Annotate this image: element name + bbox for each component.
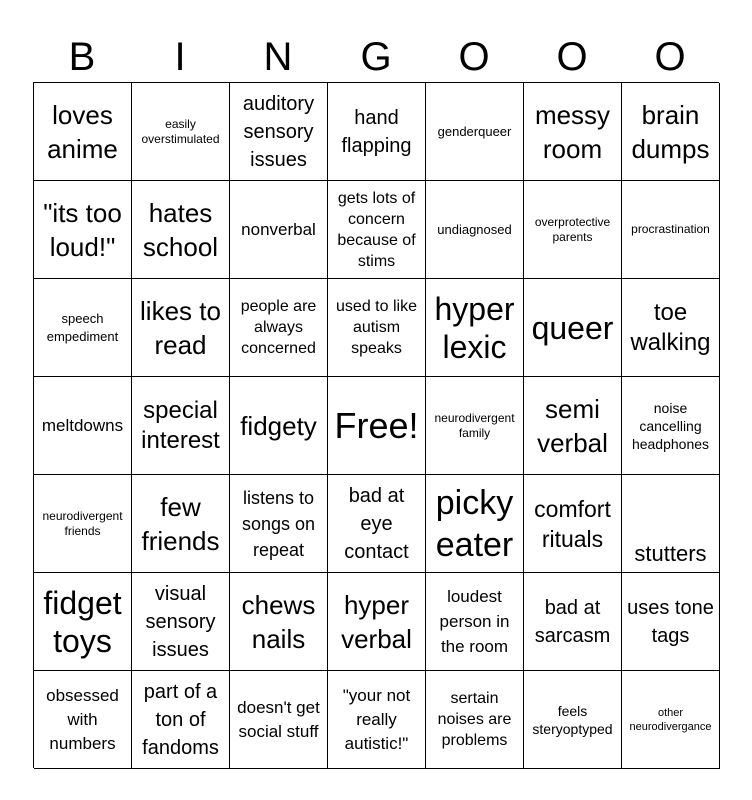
- cell-text: visual sensory issues: [145, 582, 216, 661]
- cell-text: neurodivergent friends: [42, 508, 123, 538]
- bingo-cell[interactable]: [34, 279, 132, 377]
- bingo-cell[interactable]: [328, 573, 426, 671]
- cell-text: special interest: [141, 396, 220, 454]
- header-letter: G: [360, 35, 392, 79]
- bingo-cell[interactable]: [132, 377, 230, 475]
- bingo-cell[interactable]: [328, 377, 426, 475]
- bingo-cell[interactable]: [328, 279, 426, 377]
- cell-text: likes to read: [140, 295, 221, 360]
- bingo-cell[interactable]: [230, 377, 328, 475]
- cell-text: neurodivergent family: [434, 410, 515, 440]
- header-letter: I: [174, 35, 186, 79]
- cell-text: meltdowns: [41, 416, 124, 435]
- bingo-cell[interactable]: [328, 83, 426, 181]
- cell-text: toe walking: [630, 298, 711, 356]
- cell-text: brain dumps: [631, 99, 710, 164]
- bingo-cell[interactable]: [426, 573, 524, 671]
- bingo-cell[interactable]: [230, 475, 328, 573]
- header-letter: B: [68, 35, 96, 79]
- bingo-cell[interactable]: [230, 573, 328, 671]
- cell-text: messy room: [534, 99, 611, 164]
- cell-text: queer: [531, 309, 614, 346]
- cell-text: noise cancelling headphones: [631, 399, 710, 452]
- bingo-cell[interactable]: [524, 377, 622, 475]
- bingo-cell[interactable]: [426, 377, 524, 475]
- bingo-cell[interactable]: [230, 83, 328, 181]
- bingo-header: [33, 34, 719, 80]
- cell-text: comfort rituals: [534, 495, 611, 552]
- bingo-cell[interactable]: [622, 181, 720, 279]
- cell-text: bad at sarcasm: [534, 596, 611, 647]
- bingo-cell[interactable]: [426, 475, 524, 573]
- cell-text: sertain noises are problems: [437, 690, 512, 749]
- header-letter: O: [458, 35, 490, 79]
- cell-text: nonverbal: [241, 220, 316, 239]
- bingo-cell[interactable]: [426, 279, 524, 377]
- cell-text: Free!: [334, 404, 419, 446]
- cell-text: semi verbal: [537, 393, 608, 458]
- bingo-cell[interactable]: [230, 671, 328, 769]
- cell-text: people are always concerned: [240, 298, 317, 357]
- cell-text: hyper lexic: [434, 290, 515, 365]
- cell-text: "your not really autistic!": [342, 685, 411, 753]
- cell-text: hand flapping: [341, 106, 412, 157]
- cell-text: part of a ton of fandoms: [142, 680, 219, 759]
- header-letter: O: [556, 35, 588, 79]
- bingo-cell[interactable]: [34, 671, 132, 769]
- bingo-cell[interactable]: [426, 181, 524, 279]
- bingo-cell[interactable]: [132, 475, 230, 573]
- bingo-cell[interactable]: [524, 573, 622, 671]
- cell-text: genderqueer: [437, 124, 512, 139]
- bingo-cell[interactable]: [34, 475, 132, 573]
- cell-text: uses tone tags: [627, 596, 714, 647]
- cell-text: few friends: [141, 491, 220, 556]
- cell-text: hyper verbal: [341, 589, 412, 654]
- bingo-cell[interactable]: [426, 83, 524, 181]
- cell-text: obsessed with numbers: [46, 685, 119, 753]
- bingo-cell[interactable]: [426, 671, 524, 769]
- bingo-cell[interactable]: [622, 279, 720, 377]
- cell-text: easily overstimulated: [141, 116, 220, 146]
- cell-text: gets lots of concern because of stims: [337, 189, 416, 270]
- cell-text: speech empediment: [46, 310, 119, 344]
- cell-text: loves anime: [47, 99, 118, 164]
- bingo-cell[interactable]: [328, 181, 426, 279]
- header-letter: O: [654, 35, 686, 79]
- cell-text: doesn't get social stuff: [237, 697, 320, 741]
- bingo-cell[interactable]: [524, 671, 622, 769]
- bingo-grid: [33, 82, 719, 768]
- bingo-cell[interactable]: [34, 83, 132, 181]
- bingo-cell[interactable]: [524, 475, 622, 573]
- bingo-cell[interactable]: [34, 181, 132, 279]
- header-letter: N: [263, 35, 293, 79]
- cell-text: feels steryoptyped: [532, 702, 613, 737]
- bingo-cell[interactable]: [622, 475, 720, 573]
- cell-text: listens to songs on repeat: [241, 487, 316, 560]
- bingo-cell[interactable]: [34, 573, 132, 671]
- bingo-cell[interactable]: [524, 83, 622, 181]
- cell-text: undiagnosed: [437, 222, 512, 237]
- bingo-cell[interactable]: [132, 83, 230, 181]
- cell-text: auditory sensory issues: [242, 92, 315, 171]
- cell-text: fidget toys: [43, 584, 122, 659]
- bingo-cell[interactable]: [524, 279, 622, 377]
- bingo-cell[interactable]: [622, 377, 720, 475]
- bingo-cell[interactable]: [132, 573, 230, 671]
- cell-text: other neurodivergance: [629, 706, 712, 733]
- cell-text: used to like autism speaks: [336, 298, 417, 357]
- bingo-cell[interactable]: [622, 573, 720, 671]
- bingo-cell[interactable]: [132, 181, 230, 279]
- bingo-cell[interactable]: [230, 181, 328, 279]
- bingo-cell[interactable]: [622, 83, 720, 181]
- bingo-cell[interactable]: [328, 671, 426, 769]
- cell-text: fidgety: [240, 410, 317, 441]
- bingo-cell[interactable]: [524, 181, 622, 279]
- bingo-cell[interactable]: [230, 279, 328, 377]
- cell-text: overprotective parents: [534, 214, 611, 244]
- cell-text: bad at eye contact: [344, 484, 409, 563]
- cell-text: stutters: [634, 541, 707, 566]
- bingo-cell[interactable]: [132, 671, 230, 769]
- bingo-cell[interactable]: [34, 377, 132, 475]
- cell-text: picky eater: [435, 483, 514, 564]
- bingo-cell[interactable]: [328, 475, 426, 573]
- cell-text: procrastination: [631, 222, 710, 236]
- bingo-cell[interactable]: [622, 671, 720, 769]
- cell-text: loudest person in the room: [439, 587, 510, 656]
- cell-text: chews nails: [241, 589, 316, 654]
- cell-text: hates school: [142, 197, 219, 262]
- cell-text: "its too loud!": [43, 197, 122, 262]
- bingo-cell[interactable]: [132, 279, 230, 377]
